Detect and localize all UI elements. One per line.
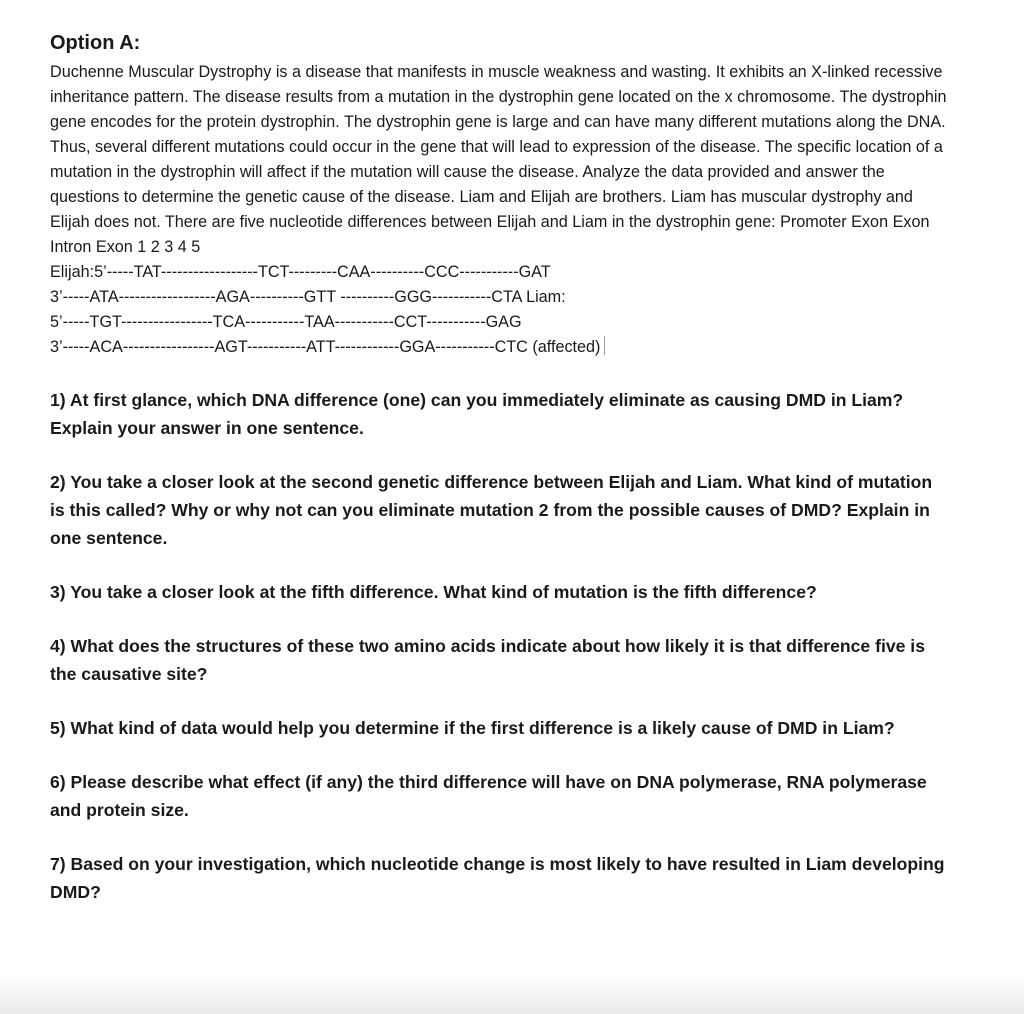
question-3[interactable]: 3) You take a closer look at the fifth difference. What kind of mutation is the fifth difference? xyxy=(50,582,817,602)
intro-paragraph[interactable]: Duchenne Muscular Dystrophy is a disease that manifests in muscle weakness and wasting. It exhibits an X-linked recessive inheritance pattern. The disease results from a mutation in the dystrophin gene located on the x chromosome. The dystrophin gene encodes for the protein dystrophin. The dystrophin gene is large and can have many different mutations along the DNA. Thus, several different mutations could occur in the gene that will lead to expression of the disease. The specific location of a mutation in the dystrophin will affect if the mutation will cause the disease. Analyze the data provided and answer the questions to determine the genetic cause of the disease. Liam and Elijah are brothers. Liam has muscular dystrophy and Elijah does not. There are five nucleotide differences between Elijah and Liam in the dystrophin gene: Promoter Exon Exon Intron Exon 1 2 3 4 5 xyxy=(50,63,947,256)
question-4[interactable]: 4) What does the structures of these two amino acids indicate about how likely it is that difference five is the causative site? xyxy=(50,636,925,684)
sequence-line-liam-3prime-wrap[interactable] xyxy=(50,335,950,360)
sequence-line-elijah-3prime[interactable]: 3’-----ATA------------------AGA----------GTT ----------GGG-----------CTA Liam: xyxy=(50,288,566,306)
document-title: Option A: xyxy=(50,32,141,54)
bottom-shadow xyxy=(0,974,1024,1014)
question-5[interactable]: 5) What kind of data would help you determine if the first difference is a likely cause of DMD in Liam? xyxy=(50,718,895,738)
text-cursor xyxy=(604,336,605,355)
sequence-line-liam-5prime[interactable]: 5’-----TGT-----------------TCA-----------TAA-----------CCT-----------GAG xyxy=(50,313,522,331)
question-1[interactable]: 1) At first glance, which DNA difference (one) can you immediately eliminate as causing DMD in Liam? Explain your answer in one sentence. xyxy=(50,390,904,438)
question-6[interactable]: 6) Please describe what effect (if any) the third difference will have on DNA polymerase, RNA polymerase and protein size. xyxy=(50,772,927,820)
question-list xyxy=(50,386,950,906)
sequence-line-liam-3prime[interactable]: 3’-----ACA-----------------AGT-----------ATT------------GGA-----------CTC (affected) xyxy=(50,338,601,356)
dna-sequence-block xyxy=(50,260,950,360)
question-7[interactable]: 7) Based on your investigation, which nucleotide change is most likely to have resulted in Liam developing DMD? xyxy=(50,854,945,902)
question-2[interactable]: 2) You take a closer look at the second genetic difference between Elijah and Liam. What kind of mutation is this called? Why or why not can you eliminate mutation 2 from the possible causes of DMD? Explain in one sentence. xyxy=(50,472,933,548)
document-page xyxy=(50,30,950,932)
sequence-line-elijah-5prime[interactable]: Elijah:5’-----TAT------------------TCT---------CAA----------CCC-----------GAT xyxy=(50,263,551,281)
